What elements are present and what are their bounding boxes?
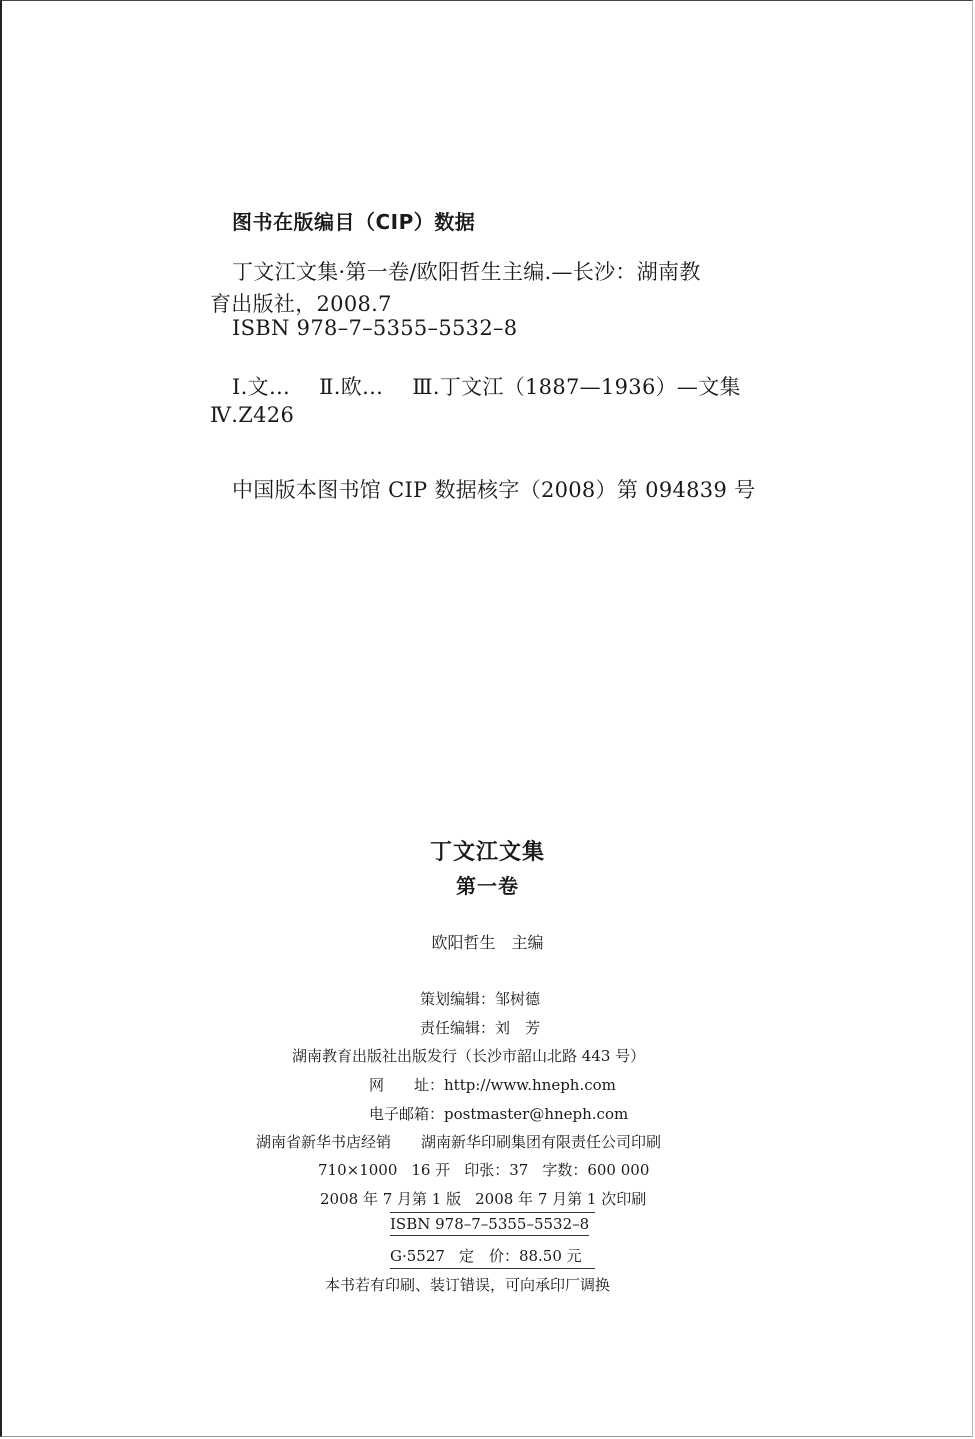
email-address: postmaster@hneph.com [444, 1105, 629, 1123]
format-specs [318, 1159, 649, 1180]
email [369, 1103, 628, 1124]
printing: 2008 年 7 月第 1 次印刷 [475, 1190, 647, 1208]
responsible-editor-label: 责任编辑： [420, 1019, 496, 1037]
distribution-printing [256, 1131, 661, 1152]
volume-title: 第一卷 [456, 874, 519, 898]
responsible-editor [420, 1017, 540, 1038]
website-label: 网 址： [369, 1076, 445, 1094]
cip-heading: 图书在版编目（CIP）数据 [232, 210, 476, 234]
editor-name: 欧阳哲生 [431, 933, 496, 952]
cip-class-2: Ⅱ.欧… [319, 375, 384, 399]
editor-role: 主编 [511, 933, 544, 952]
edition: 2008 年 7 月第 1 版 [320, 1190, 462, 1208]
divider [390, 1212, 595, 1213]
cip-class-4: Ⅳ.Z426 [210, 403, 295, 427]
chief-editor [0, 930, 975, 953]
sheets: 印张：37 [464, 1161, 529, 1179]
planning-editor-label: 策划编辑： [420, 990, 496, 1008]
publisher-line: 湖南教育出版社出版发行（长沙市韶山北路 443 号） [292, 1047, 646, 1065]
responsible-editor-name: 刘 芳 [495, 1019, 541, 1037]
planning-editor [420, 988, 540, 1009]
website-url: http://www.hneph.com [444, 1076, 616, 1094]
price: 定 价：88.50 元 [458, 1247, 582, 1265]
cip-isbn: ISBN 978–7–5355–5532–8 [232, 316, 518, 340]
cip-record-number: 中国版本图书馆 CIP 数据核字（2008）第 094839 号 [232, 478, 756, 502]
category-code: G·5527 [390, 1247, 445, 1265]
divider [390, 1268, 595, 1269]
cip-title-line: 丁文江文集·第一卷/欧阳哲生主编.—长沙：湖南教 [232, 260, 701, 284]
email-label: 电子邮箱： [369, 1105, 445, 1123]
notice: 本书若有印刷、装订错误，可向承印厂调换 [325, 1276, 611, 1294]
planning-editor-name: 邹树德 [495, 990, 541, 1008]
word-count: 字数：600 000 [542, 1161, 650, 1179]
cip-class-3: Ⅲ.丁文江（1887—1936）—文集 [412, 375, 741, 399]
kai: 16 开 [411, 1161, 451, 1179]
edition-info [320, 1188, 646, 1209]
printer: 湖南新华印刷集团有限责任公司印刷 [421, 1133, 662, 1151]
cip-class-1: Ⅰ.文… [232, 375, 291, 399]
category-price [390, 1245, 582, 1266]
isbn: ISBN 978–7–5355–5532–8 [390, 1215, 589, 1236]
book-title: 丁文江文集 [429, 840, 545, 865]
cip-publisher-line: 育出版社，2008.7 [210, 292, 392, 316]
website [369, 1074, 616, 1095]
format: 710×1000 [318, 1161, 398, 1179]
distributor: 湖南省新华书店经销 [256, 1133, 392, 1151]
cip-classification [232, 371, 741, 401]
